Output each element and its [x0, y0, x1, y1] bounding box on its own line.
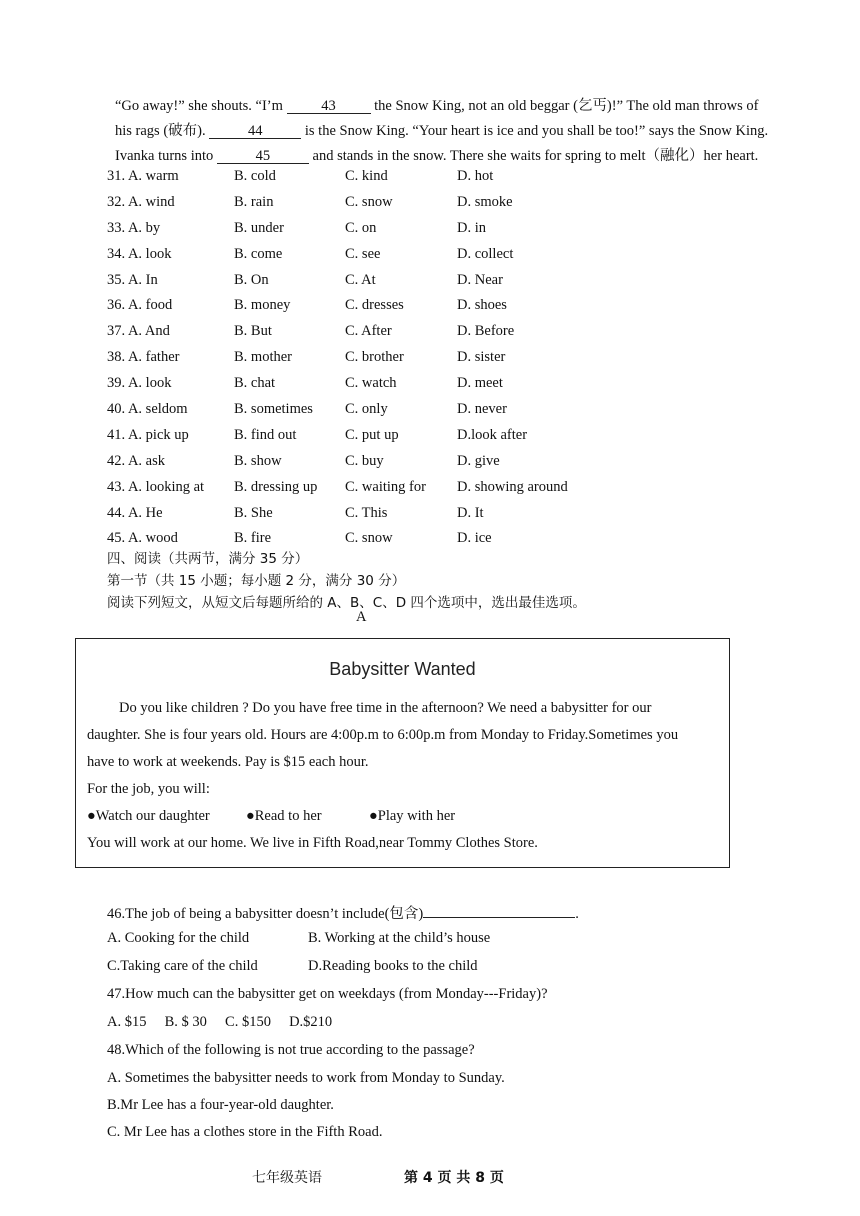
option-c: C. At [345, 271, 376, 288]
option-a: 43. A. looking at [107, 478, 205, 495]
option-a: 31. A. warm [107, 168, 179, 184]
option-c: C. see [345, 245, 381, 262]
option-d: D. hot [457, 168, 494, 184]
option-a: 34. A. look [107, 245, 172, 262]
option-c: C. This [345, 504, 388, 521]
ad-bullet-item: ●Play with her [369, 808, 456, 824]
ad-title: Babysitter Wanted [329, 659, 476, 679]
option-b: B. On [234, 271, 269, 288]
cloze-text: the Snow King, not an old beggar (乞丐)!” The old man throws of [370, 98, 759, 114]
section-heading: 四、阅读（共两节，满分 35 分） [107, 551, 309, 567]
option-d: D. in [457, 219, 486, 236]
option-b: B. fire [234, 530, 272, 547]
option-d: D. meet [457, 375, 503, 392]
ad-bullet-item: ●Watch our daughter [87, 808, 210, 824]
option-b: B. money [234, 297, 291, 314]
option-d: D. Near [457, 271, 503, 288]
option-d: D. collect [457, 245, 514, 262]
question-stem: 46.The job of being a babysitter doesn’t include(包含) [107, 906, 424, 922]
option-b: B. come [234, 245, 283, 262]
option-d: D. Before [457, 323, 515, 340]
option-b: B. rain [234, 193, 274, 210]
option-a: 45. A. wood [107, 530, 178, 547]
question-47-options: A. $15 B. $ 30 C. $150 D.$210 [107, 1014, 333, 1030]
option-c: C. waiting for [345, 478, 426, 495]
question-46-option-c: C.Taking care of the child [107, 958, 258, 974]
cloze-blank-45: 45 [217, 149, 309, 164]
option-c: C. watch [345, 375, 397, 392]
instruction-text: 阅读下列短文，从短文后每题所给的 A、B、C、D 四个选项中，选出最佳选项。 [107, 595, 586, 611]
option-d: D. shoes [457, 297, 507, 314]
cloze-blank-44: 44 [209, 124, 301, 139]
ad-bullet-item: ●Read to her [246, 808, 322, 824]
option-d: D. It [457, 504, 484, 521]
cloze-text: and stands in the snow. There she waits for spring to melt（融化）her heart. [308, 148, 759, 164]
option-c: C. kind [345, 168, 388, 184]
option-c: C. After [345, 323, 392, 340]
option-a: 39. A. look [107, 375, 172, 392]
question-48-option-c: C. Mr Lee has a clothes store in the Fifth Road. [107, 1124, 383, 1140]
option-d: D. never [457, 401, 507, 418]
option-d: D. ice [457, 530, 492, 547]
footer-subject: 七年级英语 [252, 1170, 322, 1186]
question-48: 48.Which of the following is not true according to the passage? [107, 1042, 475, 1058]
option-b: B. mother [234, 349, 292, 366]
option-c: C. snow [345, 193, 393, 210]
question-46-option-a: A. Cooking for the child [107, 930, 250, 946]
answer-blank [423, 905, 575, 918]
cloze-line-1 [115, 94, 758, 115]
option-c: C. put up [345, 426, 399, 443]
option-a: 36. A. food [107, 297, 173, 314]
option-b: B. show [234, 452, 282, 469]
cloze-text: “Go away!” she shouts. “I’m [115, 98, 287, 114]
ad-line: You will work at our home. We live in Fifth Road,near Tommy Clothes Store. [87, 835, 538, 851]
question-46 [107, 902, 579, 923]
question-48-option-b: B.Mr Lee has a four-year-old daughter. [107, 1097, 334, 1113]
cloze-text: his rags (破布). [115, 123, 210, 139]
option-b: B. sometimes [234, 401, 313, 418]
cloze-text: Ivanka turns into [115, 148, 217, 164]
ad-box [75, 638, 730, 868]
option-b: B. But [234, 323, 272, 340]
ad-line: For the job, you will: [87, 781, 210, 797]
option-a: 44. A. He [107, 504, 163, 521]
option-a: 40. A. seldom [107, 401, 188, 418]
option-a: 32. A. wind [107, 193, 175, 210]
ad-line: have to work at weekends. Pay is $15 each hour. [87, 754, 369, 770]
option-b: B. dressing up [234, 478, 318, 495]
option-a: 33. A. by [107, 219, 161, 236]
option-b: B. under [234, 219, 284, 236]
option-b: B. find out [234, 426, 297, 443]
option-d: D. showing around [457, 478, 568, 495]
option-b: B. She [234, 504, 273, 521]
option-a: 38. A. father [107, 349, 180, 366]
question-48-option-a: A. Sometimes the babysitter needs to work from Monday to Sunday. [107, 1070, 505, 1086]
question-46-option-b: B. Working at the child’s house [308, 930, 491, 946]
ad-line: Do you like children ? Do you have free time in the afternoon? We need a babysitter for our [119, 700, 652, 716]
question-47: 47.How much can the babysitter get on weekdays (from Monday---Friday)? [107, 986, 548, 1002]
cloze-line-3 [115, 144, 758, 165]
option-d: D. sister [457, 349, 506, 366]
option-c: C. buy [345, 452, 384, 469]
option-c: C. brother [345, 349, 404, 366]
option-a: 41. A. pick up [107, 426, 189, 443]
option-a: 35. A. In [107, 271, 158, 288]
option-c: C. snow [345, 530, 393, 547]
option-a: 42. A. ask [107, 452, 165, 469]
option-b: B. chat [234, 375, 276, 392]
cloze-line-2 [115, 119, 768, 140]
question-46-option-d: D.Reading books to the child [308, 958, 478, 974]
ad-line: daughter. She is four years old. Hours are 4:00p.m to 6:00p.m from Monday to Friday.Sometimes you [87, 727, 679, 743]
cloze-text: is the Snow King. “Your heart is ice and you shall be too!” says the Snow King. [301, 123, 769, 139]
footer-page-number: 第 4 页 共 8 页 [404, 1170, 504, 1186]
option-c: C. on [345, 219, 377, 236]
question-end: . [575, 906, 579, 922]
part-heading: 第一节（共 15 小题；每小题 2 分，满分 30 分） [107, 573, 406, 589]
passage-label: A [356, 609, 367, 625]
option-b: B. cold [234, 168, 276, 184]
option-d: D. give [457, 452, 500, 469]
cloze-blank-43: 43 [287, 99, 371, 114]
option-d: D.look after [457, 426, 528, 443]
option-a: 37. A. And [107, 323, 170, 340]
option-c: C. dresses [345, 297, 404, 314]
option-c: C. only [345, 401, 388, 418]
option-d: D. smoke [457, 193, 513, 210]
